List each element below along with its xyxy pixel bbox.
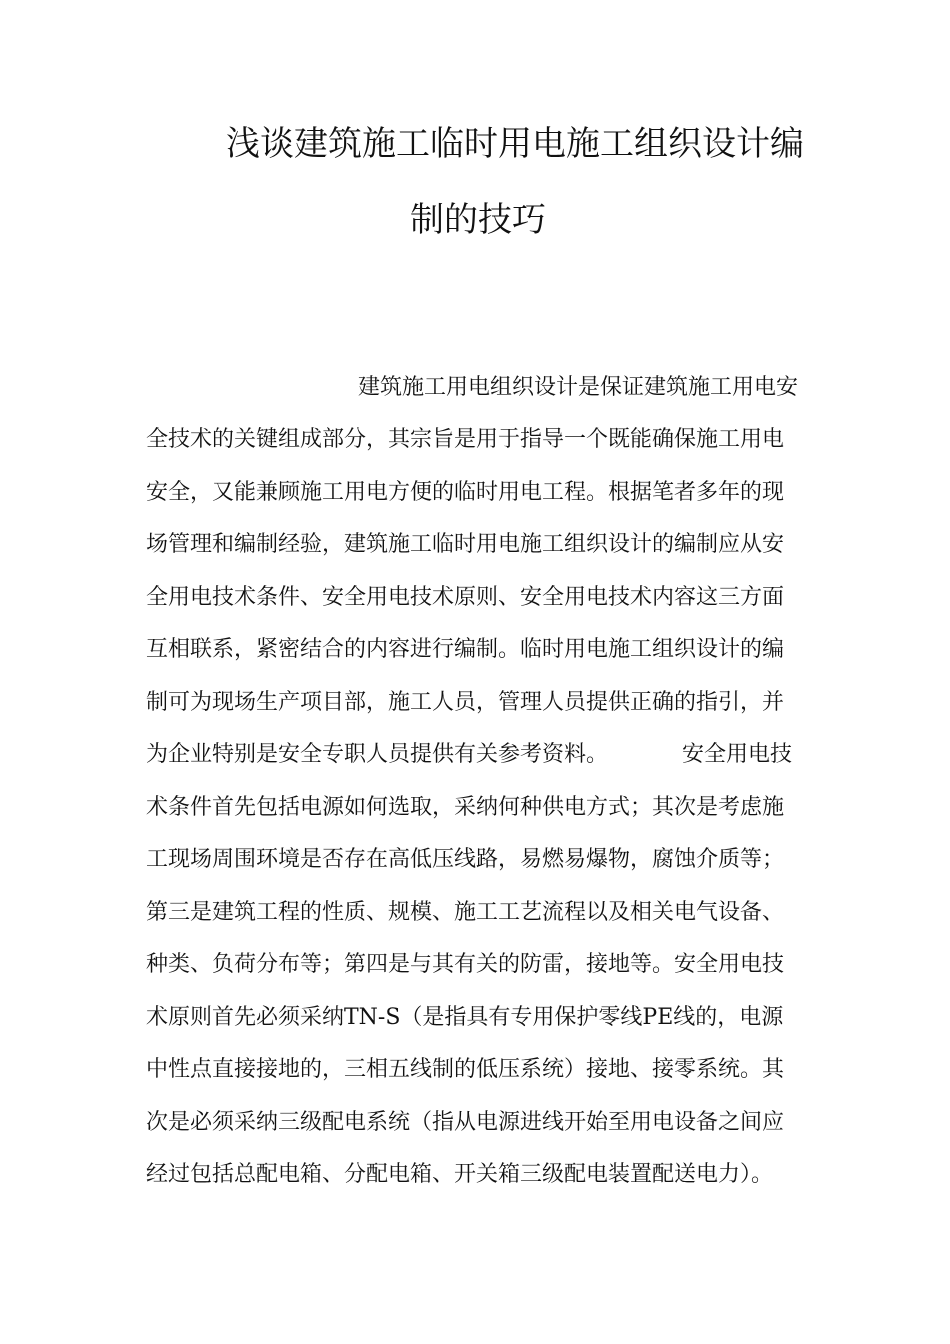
paragraph-line: 工现场周围环境是否存在高低压线路，易燃易爆物，腐蚀介质等； [146, 847, 785, 872]
paragraph-line: 安全，又能兼顾施工用电方便的临时用电工程。根据笔者多年的现 [146, 480, 785, 505]
paragraph-line: 制可为现场生产项目部，施工人员，管理人员提供正确的指引，并 [146, 690, 785, 715]
paragraph-line: 为企业特别是安全专职人员提供有关参考资料。 [146, 742, 609, 767]
paragraph-line: 安全用电技 [682, 742, 793, 767]
paragraph-line: 术条件首先包括电源如何选取，采纳何种供电方式；其次是考虑施 [146, 795, 785, 820]
paragraph-line: 经过包括总配电箱、分配电箱、开关箱三级配电装置配送电力）。 [146, 1162, 774, 1187]
document-title-line-1: 浅谈建筑施工临时用电施工组织设计编 [226, 124, 804, 164]
paragraph-line: 术原则首先必须采纳TN-S（是指具有专用保护零线PE线的，电源 [146, 1005, 784, 1030]
paragraph-line: 中性点直接接地的，三相五线制的低压系统）接地、接零系统。其 [146, 1057, 785, 1082]
paragraph-line: 场管理和编制经验，建筑施工临时用电施工组织设计的编制应从安 [146, 532, 785, 557]
paragraph-line: 次是必须采纳三级配电系统（指从电源进线开始至用电设备之间应 [146, 1110, 785, 1135]
paragraph-line: 建筑施工用电组织设计是保证建筑施工用电安 [358, 375, 799, 400]
paragraph-line: 全技术的关键组成部分，其宗旨是用于指导一个既能确保施工用电 [146, 427, 785, 452]
paragraph-line: 互相联系，紧密结合的内容进行编制。临时用电施工组织设计的编 [146, 637, 785, 662]
document-title-line-2: 制的技巧 [410, 200, 546, 240]
paragraph-line: 种类、负荷分布等；第四是与其有关的防雷，接地等。安全用电技 [146, 952, 785, 977]
paragraph-line: 全用电技术条件、安全用电技术原则、安全用电技术内容这三方面 [146, 585, 785, 610]
paragraph-line: 第三是建筑工程的性质、规模、施工工艺流程以及相关电气设备、 [146, 900, 785, 925]
